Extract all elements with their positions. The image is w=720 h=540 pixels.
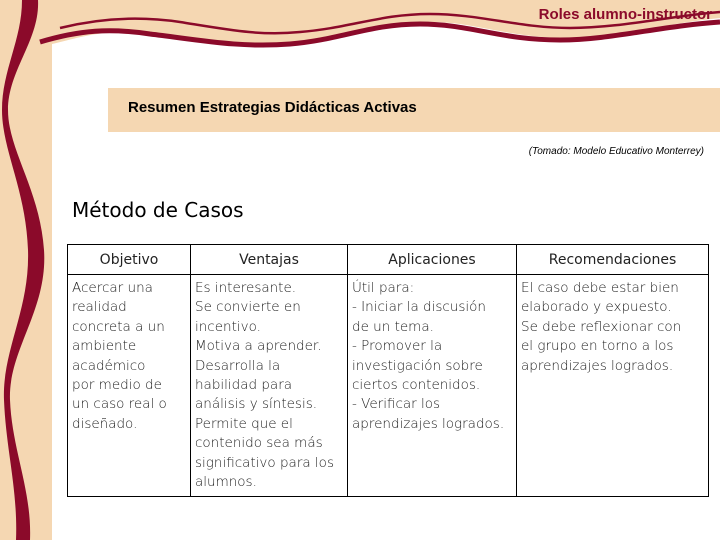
text-line: aprendizajes logrados.: [352, 415, 505, 432]
text-line: Se convierte en: [195, 299, 301, 316]
text-line: diseñado.: [72, 415, 138, 432]
banner-title: Resumen Estrategias Didácticas Activas: [128, 99, 417, 116]
strategy-table: [67, 244, 709, 497]
text-line: incentivo.: [195, 318, 261, 335]
text-line: de un tema.: [352, 318, 434, 335]
text-line: - Promover la: [352, 338, 443, 355]
text-line: el grupo en torno a los: [521, 338, 674, 355]
text-line: alumnos.: [195, 474, 257, 491]
text-line: un caso real o: [72, 396, 167, 413]
column-header-objetivo: Objetivo: [68, 245, 191, 275]
text-line: concreta a un: [72, 318, 165, 335]
text-line: ambiente: [72, 338, 137, 355]
text-line: Se debe reflexionar con: [521, 318, 682, 335]
column-header-aplicaciones: Aplicaciones: [348, 245, 517, 275]
text-line: análisis y síntesis.: [195, 396, 318, 413]
text-line: - Iniciar la discusión: [352, 299, 486, 316]
column-header-recomendaciones: Recomendaciones: [517, 245, 709, 275]
header-title: Roles alumno-instructor: [538, 6, 712, 23]
cell-objetivo: [68, 275, 191, 497]
text-line: elaborado y expuesto.: [521, 299, 672, 316]
table-header-row: [68, 245, 709, 275]
cell-ventajas: [191, 275, 348, 497]
text-line: investigación sobre: [352, 357, 483, 374]
text-line: significativo para los: [195, 454, 334, 471]
text-line: Desarrolla la: [195, 357, 281, 374]
source-note: (Tomado: Modelo Educativo Monterrey): [528, 146, 704, 157]
text-line: contenido sea más: [195, 435, 323, 452]
table-row: [68, 275, 709, 497]
section-title: Método de Casos: [72, 198, 244, 222]
text-line: académico: [72, 357, 146, 374]
text-line: Permite que el: [195, 415, 293, 432]
text-line: Es interesante.: [195, 280, 297, 296]
text-line: habilidad para: [195, 377, 293, 394]
cell-recomendaciones: [517, 275, 709, 497]
text-line: Motiva a aprender.: [195, 338, 322, 355]
text-line: por medio de: [72, 377, 162, 394]
column-header-ventajas: Ventajas: [191, 245, 348, 275]
text-line: El caso debe estar bien: [521, 280, 679, 296]
text-line: aprendizajes logrados.: [521, 357, 674, 374]
text-line: Acercar una: [72, 280, 153, 296]
cell-aplicaciones: [348, 275, 517, 497]
text-line: Útil para:: [352, 280, 415, 296]
text-line: realidad: [72, 299, 127, 316]
text-line: - Verificar los: [352, 396, 441, 413]
text-line: ciertos contenidos.: [352, 377, 481, 394]
title-banner: [108, 88, 720, 132]
